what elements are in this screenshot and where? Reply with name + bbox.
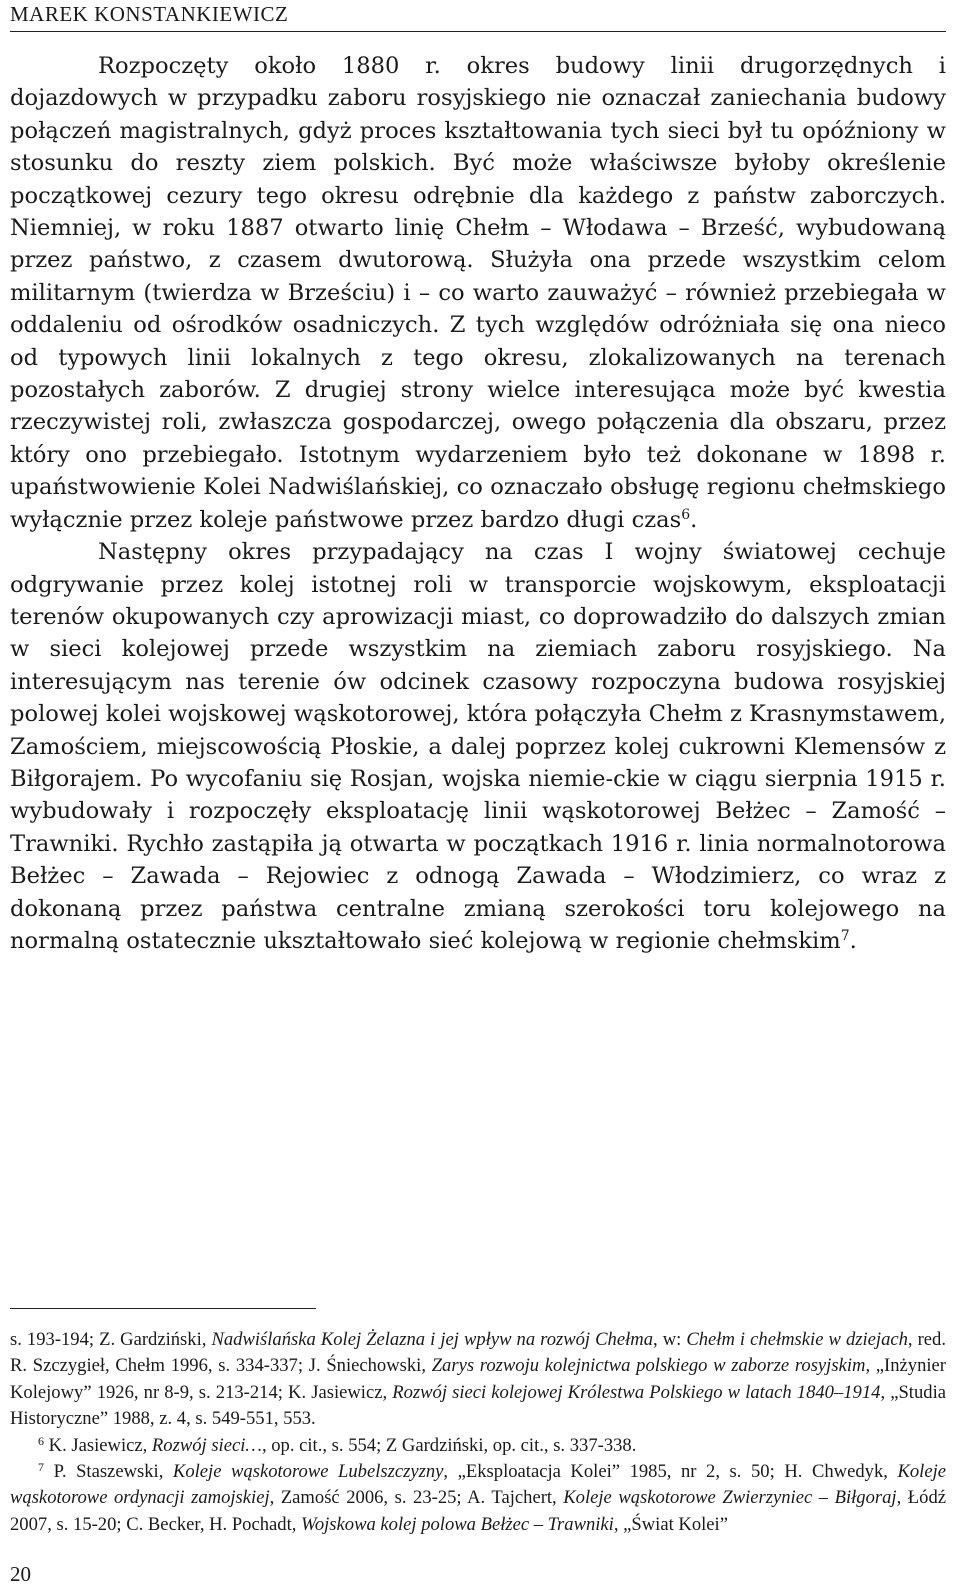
main-text	[10, 50, 946, 957]
footnote-ref-6[interactable]: 6	[681, 506, 691, 523]
fn7-title-1: Koleje wąskotorowe Lubelszczyzny	[172, 1461, 444, 1483]
fn5-text-g: , „Inżynier Kolejowy” 1926, nr 8-9, s. 213-214; K. Jasiewicz,	[10, 1355, 947, 1403]
fn5-text-c: , w:	[653, 1329, 687, 1350]
fn7-text-a: P. Staszewski,	[44, 1461, 173, 1483]
footnote-separator	[10, 1308, 316, 1309]
fn5-text-i: , „Studia Historyczne” 1988, z. 4, s. 549-551, 553.	[10, 1381, 946, 1430]
footnote-7	[10, 1459, 946, 1538]
fn5-title-3: Zarys rozwoju kolejnictwa polskiego w zaborze rosyjskim	[431, 1355, 866, 1377]
paragraph-1	[10, 50, 946, 536]
page-number: 20	[10, 1562, 31, 1586]
fn6-title: Rozwój sieci…	[151, 1434, 262, 1456]
footnote-6	[10, 1433, 946, 1459]
fn7-text-i: , „Świat Kolei”	[613, 1513, 728, 1535]
paragraph-2-text: Następny okres przypadający na czas I wojny światowej cechuje odgrywanie przez kolej istotnej roli w transporcie wojskowym, eksploatacji terenów okupowanych czy aprowizacji miast, co doprowadziło do dalszych zmian w sieci kolejowej przede wszystkim na ziemiach zaboru rosyjskiego. Na interesującym nas terenie ów odcinek czasowy rozpoczyna budowa rosyjskiej polowej kolei wojskowej wąskotorowej, która połączyła Chełm z Krasnymstawem, Zamościem, miejscowością Płoskie, a dalej poprzez kolej cukrowni Klemensów z Biłgorajem. Po wycofaniu się Rosjan, wojska niemie-ckie w ciągu sierpnia 1915 r. wybudowały i rozpoczęły eksploatację linii wąskotorowej Bełżec – Zamość – Trawniki. Rychło zastąpiła ją otwarta w początkach 1916 r. linia normalnotorowa Bełżec – Zawada – Rejowiec z odnogą Zawada – Włodzimierz, co wraz z dokonaną przez państwa centralne zmianą szerokości toru kolejowego na normalną ostatecznie ukształtowało sieć kolejową w regionie chełmskim	[10, 539, 946, 954]
fn5-text-e: , red. R. Szczygieł, Chełm 1996, s. 334-337; J. Śniechowski,	[10, 1329, 947, 1377]
fn5-title-1: Nadwiślańska Kolej Żelazna i jej wpływ na rozwój Chełma	[211, 1329, 653, 1350]
fn5-text-a: s. 193-194; Z. Gardziński,	[10, 1329, 212, 1350]
fn7-text-c: , „Eksploatacja Kolei” 1985, nr 2, s. 50; H. Chwedyk,	[443, 1461, 898, 1483]
paragraph-1-text: Rozpoczęty około 1880 r. okres budowy linii drugorzędnych i dojazdowych w przypadku zaboru rosyjskiego nie oznaczał zaniechania budowy połączeń magistralnych, gdyż proces kształtowania tych sieci był tu opóźniony w stosunku do reszty ziem polskich. Być może właściwsze byłoby określenie początkowej cezury tego okresu odrębnie dla każdego z państw zaborczych. Niemniej, w roku 1887 otwarto linię Chełm – Włodawa – Brześć, wybudowaną przez państwo, z czasem dwutorową. Służyła ona przede wszystkim celom militarnym (twierdza w Brześciu) i – co warto zauważyć – również przebiegała w oddaleniu od ośrodków osadniczych. Z tych względów odróżniała się ona nieco od typowych linii lokalnych z tego okresu, zlokalizowanych na terenach pozostałych zaborów. Z drugiej strony wielce interesująca może być kwestia rzeczywistej roli, zwłaszcza gospodarczej, owego połączenia dla obszaru, przez który ono przebiegało. Istotnym wydarzeniem było też dokonane w 1898 r. upaństwowienie Kolei Nadwiślańskiej, co oznaczało obsługę regionu chełmskiego wyłącznie przez koleje państwowe przez bardzo długi czas	[10, 53, 946, 533]
footnote-7-number: 7	[38, 1460, 44, 1475]
footnote-6-number: 6	[38, 1433, 44, 1448]
fn7-title-2: Koleje wąskotorowe ordynacji zamojskiej	[10, 1461, 947, 1509]
fn7-title-4: Wojskowa kolej polowa Bełżec – Trawniki	[301, 1513, 614, 1535]
fn5-title-2: Chełm i chełmskie w dziejach	[686, 1329, 908, 1350]
footnote-ref-7[interactable]: 7	[840, 927, 850, 944]
paragraph-1-tail: .	[690, 506, 698, 533]
fn7-text-e: , Zamość 2006, s. 23-25; A. Tajchert,	[269, 1487, 564, 1509]
running-head: MAREK KONSTANKIEWICZ	[10, 2, 946, 32]
fn6-text-a: K. Jasiewicz,	[44, 1434, 152, 1456]
fn5-title-4: Rozwój sieci kolejowej Królestwa Polskiego w latach 1840–1914	[392, 1381, 881, 1403]
paragraph-2	[10, 536, 946, 957]
fn6-text-c: , op. cit., s. 554; Z Gardziński, op. cit., s. 337-338.	[261, 1434, 637, 1456]
paragraph-2-tail: .	[849, 927, 857, 954]
fn7-title-3: Koleje wąskotorowe Zwierzyniec – Biłgoraj	[563, 1487, 897, 1509]
footnotes	[10, 1327, 946, 1538]
fn7-text-g: , Łódź 2007, s. 15-20; C. Becker, H. Pochadt,	[10, 1487, 946, 1535]
footnote-5-continued	[10, 1327, 946, 1433]
